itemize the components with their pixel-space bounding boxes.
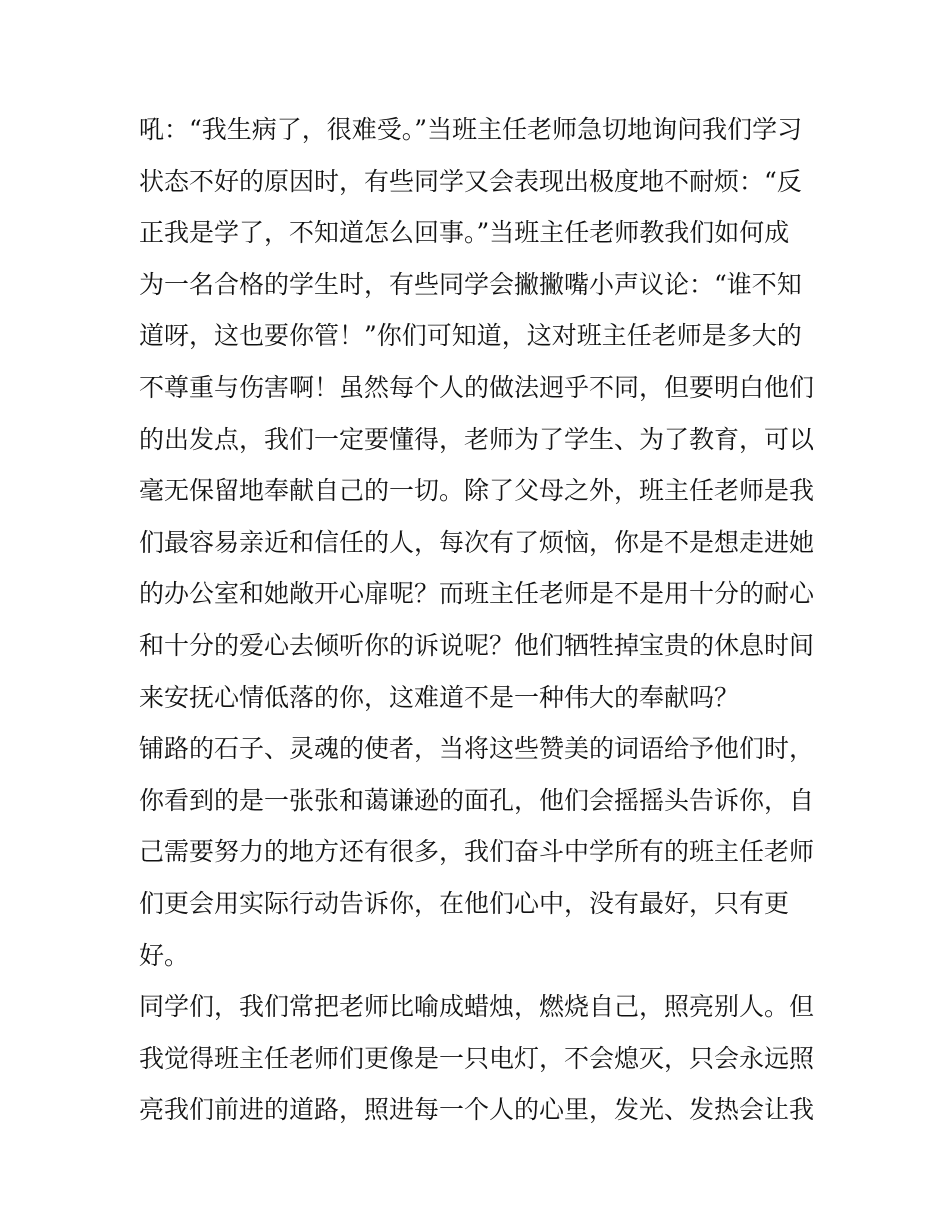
text-line: 铺路的石子、灵魂的使者，当将这些赞美的词语给予他们时， <box>139 734 815 764</box>
text-line: 为一名合格的学生时，有些同学会撇撇嘴小声议论：“谁不知 <box>139 269 802 299</box>
text-line: 和十分的爱心去倾听你的诉说呢？他们牺牲掉宝贵的休息时间 <box>139 630 815 660</box>
text-line: 己需要努力的地方还有很多，我们奋斗中学所有的班主任老师 <box>139 837 815 867</box>
text-line: 的办公室和她敞开心扉呢？而班主任老师是不是用十分的耐心 <box>139 579 815 609</box>
text-line: 状态不好的原因时，有些同学又会表现出极度地不耐烦：“反 <box>139 166 802 196</box>
text-line: 来安抚心情低落的你，这难道不是一种伟大的奉献吗？ <box>139 682 740 712</box>
text-line: 的出发点，我们一定要懂得，老师为了学生、为了教育，可以 <box>139 424 815 454</box>
text-line: 毫无保留地奉献自己的一切。除了父母之外，班主任老师是我 <box>139 476 815 506</box>
text-line: 我觉得班主任老师们更像是一只电灯，不会熄灭，只会永远照 <box>139 1043 815 1073</box>
text-line: 们更会用实际行动告诉你，在他们心中，没有最好，只有更 <box>139 888 790 918</box>
text-line: 正我是学了，不知道怎么回事。”当班主任老师教我们如何成 <box>139 218 790 248</box>
text-line: 好。 <box>139 940 190 970</box>
text-line: 道呀，这也要你管！”你们可知道，这对班主任老师是多大的 <box>139 321 802 351</box>
text-line: 亮我们前进的道路，照进每一个人的心里，发光、发热会让我 <box>139 1095 815 1125</box>
text-line: 吼：“我生病了，很难受。”当班主任老师急切地询问我们学习 <box>139 115 803 144</box>
text-line: 同学们，我们常把老师比喻成蜡烛，燃烧自己，照亮别人。但 <box>139 992 815 1022</box>
text-line: 你看到的是一张张和蔼谦逊的面孔，他们会摇摇头告诉你，自 <box>139 785 815 815</box>
body-text <box>139 104 829 1136</box>
text-line: 不尊重与伤害啊！虽然每个人的做法迥乎不同，但要明白他们 <box>139 372 815 402</box>
text-line: 们最容易亲近和信任的人，每次有了烦恼，你是不是想走进她 <box>139 527 815 557</box>
